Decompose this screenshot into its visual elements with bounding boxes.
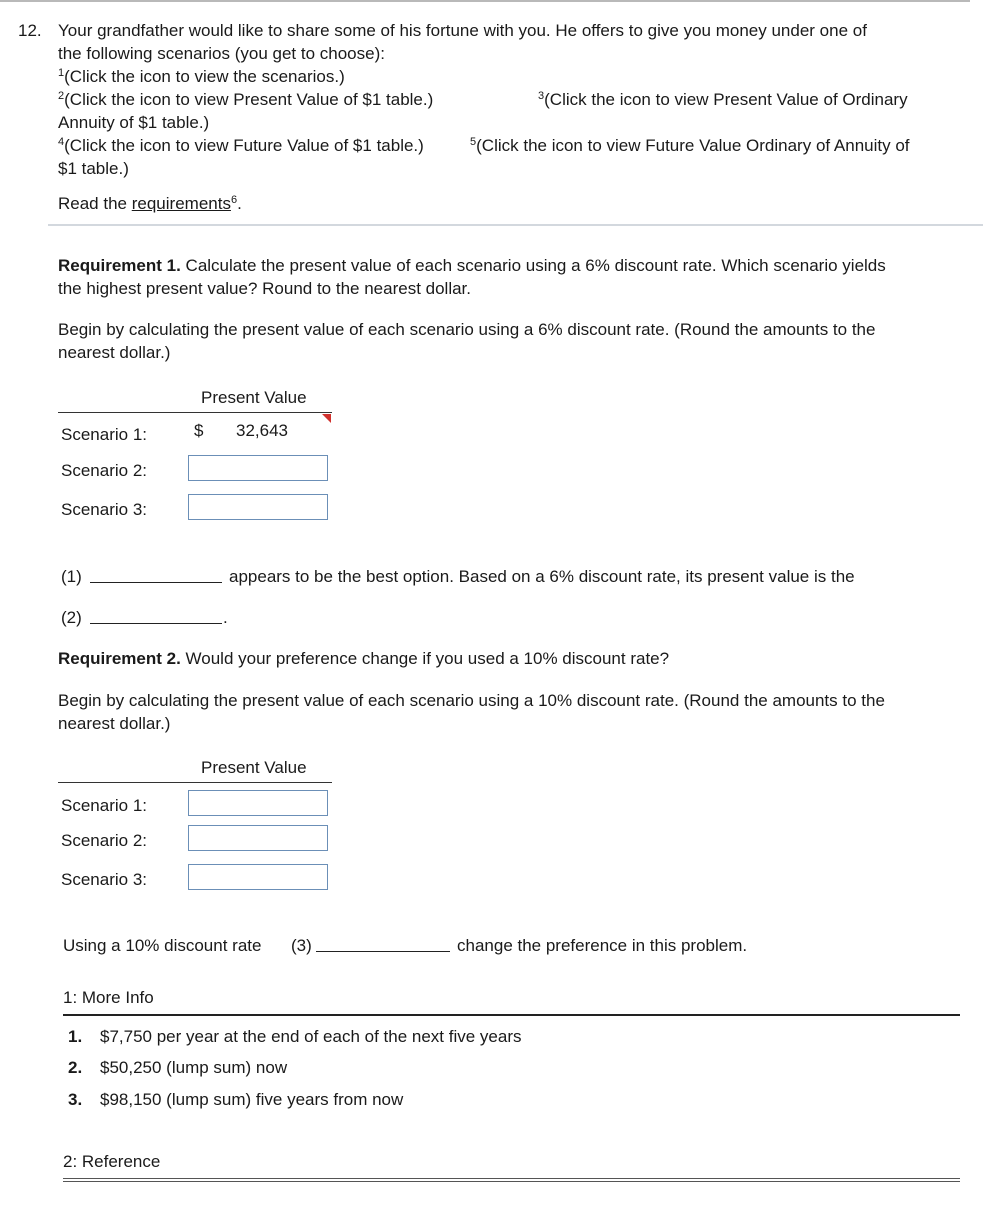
- read-period: .: [237, 194, 242, 213]
- req1-text-line2: the highest present value? Round to the nearest dollar.: [58, 279, 472, 298]
- req1-column-header: Present Value: [201, 388, 307, 407]
- question-text-line1: Your grandfather would like to share some of his fortune with you. He offers to give you money under one of: [58, 21, 867, 40]
- req2-begin-line2: nearest dollar.): [58, 714, 171, 733]
- ref-sup-3: 3: [538, 90, 545, 102]
- fv-annuity-link-text: (Click the icon to view Future Value Ordinary of Annuity of: [476, 136, 910, 155]
- top-border: [0, 0, 970, 2]
- more-info-item-number: 1.: [68, 1027, 83, 1046]
- fill3-dropdown[interactable]: [316, 951, 450, 952]
- more-info-rule: [63, 1014, 960, 1016]
- fill3-text: change the preference in this problem.: [457, 936, 748, 955]
- currency-symbol: $: [194, 421, 204, 440]
- req1-text-line1: [58, 255, 886, 277]
- ref-sup-5: 5: [470, 136, 477, 148]
- req2-scenario3-input[interactable]: [188, 864, 328, 890]
- scenarios-link[interactable]: [58, 66, 345, 88]
- fill1-dropdown[interactable]: [90, 582, 222, 583]
- req1-scenario1-value: 32,643: [236, 421, 288, 440]
- req2-begin-line1: Begin by calculating the present value of each scenario using a 10% discount rate. (Round the amounts to the: [58, 691, 885, 710]
- req2-scenario2-input[interactable]: [188, 825, 328, 851]
- req1-scenario3-label: Scenario 3:: [61, 500, 147, 519]
- req1-scenario2-label: Scenario 2:: [61, 461, 147, 480]
- ref-sup-4: 4: [58, 136, 65, 148]
- requirements-link[interactable]: requirements: [131, 194, 231, 213]
- fv-table-link[interactable]: [58, 135, 424, 157]
- req1-begin-line1: Begin by calculating the present value of each scenario using a 6% discount rate. (Round the amounts to the: [58, 320, 876, 339]
- more-info-item: [68, 1089, 403, 1111]
- req2-scenario3-label: Scenario 3:: [61, 870, 147, 889]
- req1-begin-line2: nearest dollar.): [58, 343, 171, 362]
- req2-header-rule: [58, 782, 332, 783]
- more-info-item: [68, 1026, 522, 1048]
- ref-sup-2: 2: [58, 90, 65, 102]
- req1-scenario3-input[interactable]: [188, 494, 328, 520]
- req2-text-line: [58, 648, 669, 670]
- reference-title: 2: Reference: [63, 1152, 161, 1171]
- flag-marker-icon: [322, 414, 331, 423]
- ref-sup-1: 1: [58, 67, 65, 79]
- fill2-period: .: [223, 608, 228, 627]
- req1-text: Calculate the present value of each scenario using a 6% discount rate. Which scenario yields: [180, 256, 886, 275]
- req2-scenario1-input[interactable]: [188, 790, 328, 816]
- req1-scenario2-input[interactable]: [188, 455, 328, 481]
- question-text-line2: the following scenarios (you get to choose):: [58, 44, 385, 63]
- ref-sup-6: 6: [230, 194, 238, 206]
- pv-annuity-link-text: (Click the icon to view Present Value of Ordinary: [544, 90, 908, 109]
- fill2-dropdown[interactable]: [90, 623, 222, 624]
- fv-annuity-link-cont[interactable]: $1 table.): [58, 159, 129, 178]
- more-info-item-number: 3.: [68, 1090, 83, 1109]
- req1-scenario1-label: Scenario 1:: [61, 425, 147, 444]
- pv-table-link[interactable]: [58, 89, 433, 111]
- read-prefix: Read the: [58, 194, 132, 213]
- fv-table-link-text: (Click the icon to view Future Value of $1 table.): [64, 136, 424, 155]
- req2-column-header: Present Value: [201, 758, 307, 777]
- fill3-number: (3): [291, 936, 312, 955]
- req2-text: Would your preference change if you used a 10% discount rate?: [180, 649, 670, 668]
- req1-scenario1-cell: [188, 417, 330, 447]
- more-info-item-number: 2.: [68, 1058, 83, 1077]
- read-requirements: [58, 193, 242, 215]
- scenarios-link-text: (Click the icon to view the scenarios.): [64, 67, 345, 86]
- fill1-number: (1): [61, 567, 82, 586]
- req2-scenario2-label: Scenario 2:: [61, 831, 147, 850]
- question-number: 12.: [18, 21, 42, 40]
- more-info-item-text: $50,250 (lump sum) now: [100, 1058, 288, 1077]
- more-info-item-text: $98,150 (lump sum) five years from now: [100, 1090, 404, 1109]
- req1-heading: Requirement 1.: [58, 256, 181, 275]
- reference-rule: [63, 1178, 960, 1182]
- req2-using-text: Using a 10% discount rate: [63, 936, 262, 955]
- pv-annuity-link-cont[interactable]: Annuity of $1 table.): [58, 113, 210, 132]
- fill2-number: (2): [61, 608, 82, 627]
- req2-scenario1-label: Scenario 1:: [61, 796, 147, 815]
- pv-table-link-text: (Click the icon to view Present Value of $1 table.): [64, 90, 434, 109]
- more-info-item-text: $7,750 per year at the end of each of the next five years: [100, 1027, 522, 1046]
- fv-annuity-link[interactable]: [470, 135, 910, 157]
- fill1-text: appears to be the best option. Based on a 6% discount rate, its present value is the: [229, 567, 855, 586]
- section-divider: [48, 224, 983, 226]
- req1-header-rule: [58, 412, 332, 413]
- req2-heading: Requirement 2.: [58, 649, 181, 668]
- pv-annuity-link[interactable]: [538, 89, 908, 111]
- more-info-title: 1: More Info: [63, 988, 154, 1007]
- more-info-item: [68, 1057, 287, 1079]
